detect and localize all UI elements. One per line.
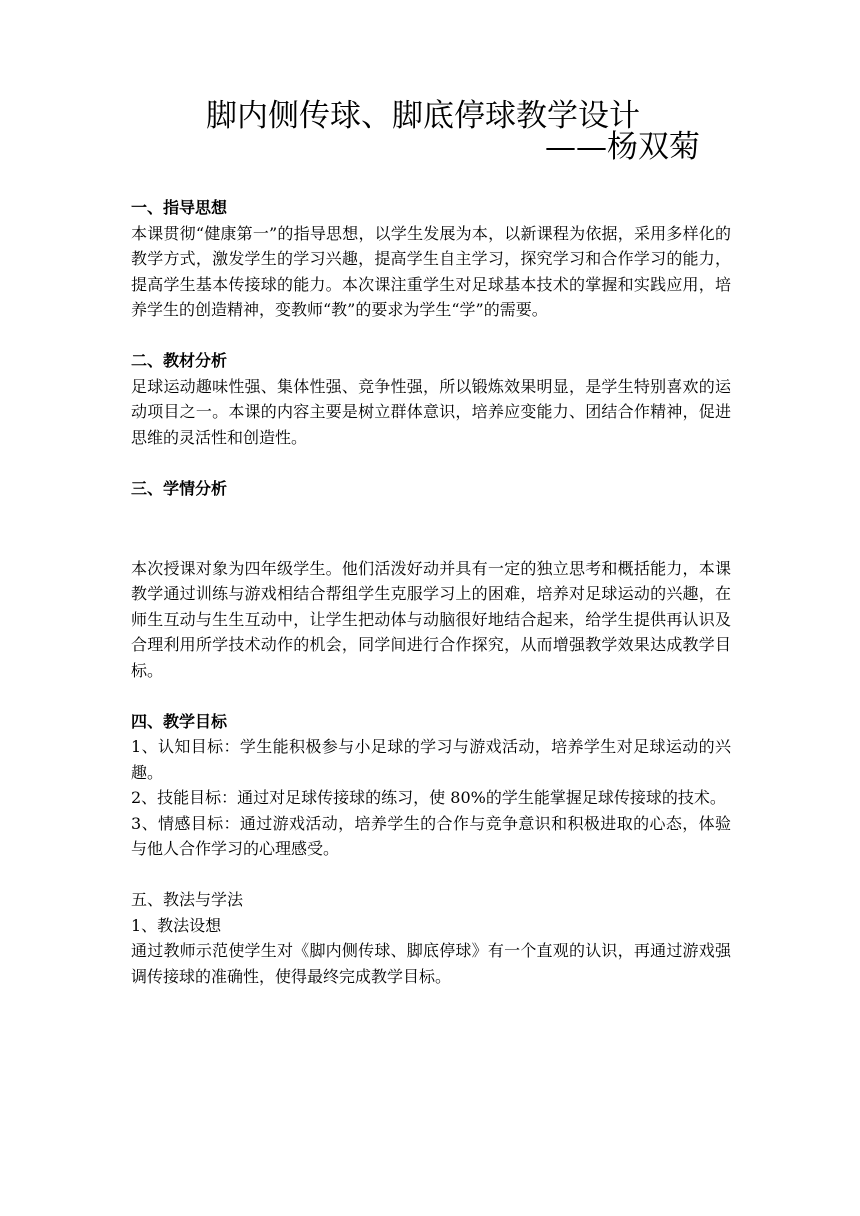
- section-heading-guiding-ideology: 一、指导思想: [131, 198, 228, 217]
- section-body-material-analysis: 足球运动趣味性强、集体性强、竞争性强，所以锻炼效果明显，是学生特别喜欢的运动项目之一。本课的内容主要是树立群体意识，培养应变能力、团结合作精神，促进思维的灵活性和创造性。: [131, 376, 731, 447]
- objective-item-skill: 2、技能目标：通过对足球传接球的练习，使 80%的学生能掌握足球传接球的技术。: [131, 788, 726, 807]
- section-spacer: [131, 323, 731, 349]
- section-heading-material-analysis: 二、教材分析: [131, 351, 228, 370]
- section-spacer: [131, 530, 731, 556]
- objective-item-cognitive: 1、认知目标：学生能积极参与小足球的学习与游戏活动，培养学生对足球运动的兴趣。: [131, 737, 731, 782]
- document-title: 脚内侧传球、脚底停球教学设计: [206, 98, 640, 134]
- document-body: [131, 195, 731, 989]
- sub-heading-teaching-method: 1、教法设想: [131, 915, 222, 935]
- section-spacer: [131, 862, 731, 888]
- document-author: ——杨双菊: [545, 129, 700, 165]
- section-body-student-analysis: 本次授课对象为四年级学生。他们活泼好动并具有一定的独立思考和概括能力，本课教学通过训练与游戏相结合帮组学生克服学习上的困难，培养对足球运动的兴趣，在师生互动与生生互动中，让学生把动体与动脑很好地结合起来，给学生提供再认识及合理利用所学技术动作的机会，同学间进行合作探究，从而增强教学效果达成教学目标。: [131, 558, 731, 680]
- section-spacer: [131, 683, 731, 709]
- section-heading-methods: 五、教法与学法: [131, 890, 244, 909]
- section-body-teaching-method: 通过教师示范使学生对《脚内侧传球、脚底停球》有一个直观的认识，再通过游戏强调传接球的准确性，使得最终完成教学目标。: [131, 941, 731, 986]
- objective-item-emotional: 3、情感目标：通过游戏活动，培养学生的合作与竞争意识和积极进取的心态，体验与他人合作学习的心理感受。: [131, 813, 731, 858]
- section-heading-teaching-objectives: 四、教学目标: [131, 711, 228, 731]
- section-spacer: [131, 450, 731, 476]
- section-heading-student-analysis: 三、学情分析: [131, 478, 228, 498]
- section-spacer: [131, 501, 731, 530]
- section-body-guiding-ideology: 本课贯彻“健康第一”的指导思想，以学生发展为本，以新课程为依据，采用多样化的教学方式，激发学生的学习兴趣，提高学生自主学习，探究学习和合作学习的能力，提高学生基本传接球的能力。本次课注重学生对足球基本技术的掌握和实践应用，培养学生的创造精神，变教师“教”的要求为学生“学”的需要。: [131, 223, 731, 319]
